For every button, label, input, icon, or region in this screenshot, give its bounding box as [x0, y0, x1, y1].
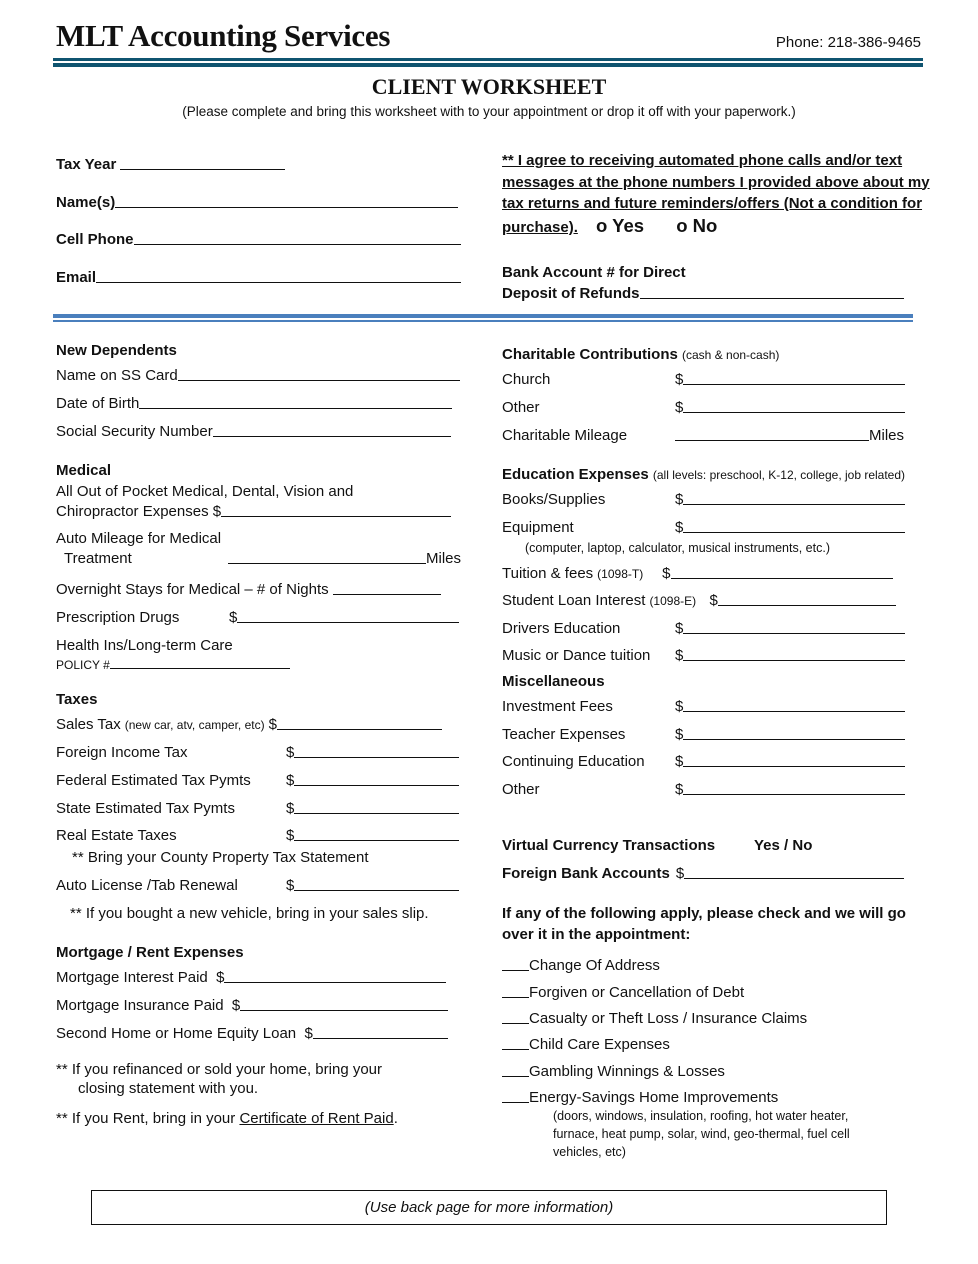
footer-note-box	[91, 1190, 887, 1225]
equipment-dollar: $	[675, 519, 684, 536]
phone-number: Phone: 218-386-9465	[775, 34, 921, 51]
foreign-income-tax-input[interactable]	[294, 756, 459, 758]
mortgage-insurance-field[interactable]	[56, 997, 448, 1014]
sales-tax-label: Sales Tax	[56, 716, 121, 733]
student-loan-note: (1098-E)	[649, 594, 697, 608]
consent-block	[502, 150, 932, 238]
misc-heading: Miscellaneous	[502, 673, 605, 690]
check-blank[interactable]	[502, 1022, 529, 1024]
auto-license-input[interactable]	[294, 889, 459, 891]
tax-year-input[interactable]	[120, 168, 285, 170]
books-input[interactable]	[683, 503, 905, 505]
tuition-label: Tuition & fees	[502, 565, 594, 582]
virtual-currency-label: Virtual Currency Transactions	[502, 837, 716, 854]
foreign-bank-label: Foreign Bank Accounts	[502, 865, 670, 882]
sales-tax-field[interactable]	[56, 716, 442, 733]
education-heading-text: Education Expenses	[502, 466, 649, 483]
virtual-currency-options[interactable]: Yes / No	[754, 837, 813, 854]
rent-note-suffix: .	[393, 1110, 398, 1127]
county-statement-note: ** Bring your County Property Tax Statement	[72, 849, 369, 866]
drivers-education-input[interactable]	[683, 632, 905, 634]
checklist-item[interactable]	[502, 984, 744, 1001]
sales-tax-note: (new car, atv, camper, etc)	[124, 718, 265, 732]
certificate-of-rent-paid: Certificate of Rent Paid	[239, 1110, 394, 1127]
dependent-ssn-label: Social Security Number	[56, 423, 213, 440]
bank-account-field[interactable]	[502, 285, 904, 302]
rent-note	[56, 1110, 398, 1127]
continuing-education-input[interactable]	[683, 765, 905, 767]
prescription-label: Prescription Drugs	[56, 609, 180, 626]
policy-label: POLICY #	[56, 658, 110, 672]
footer-note: (Use back page for more information)	[364, 1199, 614, 1216]
checklist-item-label: Change Of Address	[529, 957, 660, 974]
medical-mileage-field[interactable]	[64, 550, 461, 567]
misc-other-field[interactable]	[502, 781, 905, 798]
mortgage-interest-label: Mortgage Interest Paid $	[56, 969, 225, 986]
checklist-item-label: Casualty or Theft Loss / Insurance Claims	[529, 1010, 808, 1027]
bank-account-input[interactable]	[640, 297, 904, 299]
home-equity-input[interactable]	[313, 1037, 448, 1039]
medical-oop-field[interactable]	[56, 503, 451, 520]
equipment-field[interactable]	[502, 519, 905, 536]
continuing-education-dollar: $	[675, 753, 684, 770]
consent-no-option[interactable]: o No	[676, 214, 718, 236]
checklist-item[interactable]	[502, 1010, 807, 1027]
medical-mileage-input[interactable]	[228, 562, 426, 564]
music-dance-field[interactable]	[502, 647, 905, 664]
sales-tax-dollar: $	[268, 716, 277, 733]
email-field[interactable]	[56, 269, 461, 286]
dependent-name-field[interactable]	[56, 367, 460, 384]
education-heading	[502, 466, 905, 483]
auto-license-field[interactable]	[56, 877, 459, 894]
header-divider-thick	[53, 63, 923, 67]
state-estimated-label: State Estimated Tax Pymts	[56, 800, 235, 817]
section-divider-thin	[53, 320, 913, 322]
charitable-heading	[502, 346, 779, 363]
auto-license-label: Auto License /Tab Renewal	[56, 877, 238, 894]
music-dance-input[interactable]	[683, 659, 905, 661]
section-divider	[53, 314, 913, 318]
dependent-dob-label: Date of Birth	[56, 395, 140, 412]
names-field[interactable]	[56, 194, 458, 211]
mortgage-insurance-input[interactable]	[240, 1009, 448, 1011]
real-estate-tax-field[interactable]	[56, 827, 459, 844]
charitable-other-dollar: $	[675, 399, 684, 416]
real-estate-tax-input[interactable]	[294, 839, 459, 841]
teacher-expenses-input[interactable]	[683, 738, 905, 740]
drivers-education-label: Drivers Education	[502, 620, 621, 637]
prescription-input[interactable]	[237, 621, 459, 623]
policy-input[interactable]	[110, 667, 290, 669]
checklist-item-label: Gambling Winnings & Losses	[529, 1063, 725, 1080]
medical-oop-input[interactable]	[221, 515, 451, 517]
sales-tax-input[interactable]	[277, 728, 442, 730]
vehicle-note: ** If you bought a new vehicle, bring in your sales slip.	[70, 905, 429, 922]
names-label: Name(s)	[56, 194, 116, 211]
state-estimated-input[interactable]	[294, 812, 459, 814]
tuition-field[interactable]	[502, 565, 893, 582]
teacher-expenses-field[interactable]	[502, 726, 905, 743]
equipment-input[interactable]	[683, 531, 905, 533]
student-loan-input[interactable]	[718, 604, 896, 606]
charitable-mileage-field[interactable]	[502, 427, 904, 444]
tax-year-label: Tax Year	[56, 156, 117, 173]
dependent-ssn-field[interactable]	[56, 423, 451, 440]
drivers-education-field[interactable]	[502, 620, 905, 637]
cell-phone-input[interactable]	[134, 243, 461, 245]
taxes-heading: Taxes	[56, 691, 98, 708]
charitable-miles-unit: Miles	[869, 427, 905, 444]
checklist-item[interactable]	[502, 1063, 725, 1080]
equipment-label: Equipment	[502, 519, 574, 536]
medical-mileage-label-line2: Treatment	[64, 550, 132, 567]
medical-heading: Medical	[56, 462, 112, 479]
policy-field[interactable]	[56, 658, 290, 672]
rent-note-prefix: ** If you Rent, bring in your	[56, 1110, 240, 1127]
dependents-heading: New Dependents	[56, 342, 177, 359]
checklist-item-label: Energy-Savings Home Improvements	[529, 1089, 779, 1106]
student-loan-field[interactable]	[502, 592, 896, 609]
equipment-note: (computer, laptop, calculator, musical instruments, etc.)	[525, 541, 830, 555]
books-field[interactable]	[502, 491, 905, 508]
header-divider	[53, 58, 923, 61]
continuing-education-field[interactable]	[502, 753, 905, 770]
student-loan-dollar: $	[709, 592, 718, 609]
checklist-intro: If any of the following apply, please check and we will go	[502, 905, 906, 922]
health-ins-label: Health Ins/Long-term Care	[56, 637, 233, 654]
checklist-item[interactable]	[502, 957, 660, 974]
charitable-heading-text: Charitable Contributions	[502, 346, 678, 363]
foreign-income-tax-dollar: $	[286, 744, 295, 761]
charitable-other-field[interactable]	[502, 399, 905, 416]
energy-note: (doors, windows, insulation, roofing, hot water heater,	[553, 1109, 849, 1123]
federal-estimated-input[interactable]	[294, 784, 459, 786]
cell-phone-label: Cell Phone	[56, 231, 134, 248]
music-dance-dollar: $	[675, 647, 684, 664]
check-blank[interactable]	[502, 996, 529, 998]
check-blank[interactable]	[502, 969, 529, 971]
music-dance-label: Music or Dance tuition	[502, 647, 651, 664]
tuition-note: (1098-T)	[597, 567, 644, 581]
mortgage-interest-input[interactable]	[224, 981, 446, 983]
state-estimated-dollar: $	[286, 800, 295, 817]
checklist-item[interactable]	[502, 1089, 778, 1106]
dependent-dob-input[interactable]	[139, 407, 452, 409]
overnight-stays-label: Overnight Stays for Medical – # of Nights	[56, 581, 329, 598]
drivers-education-dollar: $	[675, 620, 684, 637]
page-subtitle: (Please complete and bring this worksheet with to your appointment or drop it off with your paperwork.)	[182, 104, 796, 119]
medical-mileage-label: Auto Mileage for Medical	[56, 530, 222, 547]
checklist-item-label: Forgiven or Cancellation of Debt	[529, 984, 745, 1001]
charitable-mileage-input[interactable]	[675, 439, 869, 441]
foreign-bank-dollar: $	[675, 865, 685, 882]
medical-miles-unit: Miles	[426, 550, 462, 567]
misc-other-label: Other	[502, 781, 540, 798]
energy-note-line3: vehicles, etc)	[553, 1145, 626, 1159]
investment-fees-label: Investment Fees	[502, 698, 613, 715]
charitable-other-input[interactable]	[683, 411, 905, 413]
overnight-stays-input[interactable]	[333, 593, 441, 595]
real-estate-tax-label: Real Estate Taxes	[56, 827, 177, 844]
charitable-heading-note: (cash & non-cash)	[682, 348, 780, 362]
church-dollar: $	[675, 371, 684, 388]
federal-estimated-label: Federal Estimated Tax Pymts	[56, 772, 251, 789]
email-label: Email	[56, 269, 97, 286]
mortgage-insurance-label: Mortgage Insurance Paid $	[56, 997, 241, 1014]
investment-fees-field[interactable]	[502, 698, 905, 715]
bank-account-label-line2: Deposit of Refunds	[502, 285, 640, 302]
check-blank[interactable]	[502, 1048, 529, 1050]
dependent-ssn-input[interactable]	[213, 435, 451, 437]
teacher-expenses-label: Teacher Expenses	[502, 726, 626, 743]
education-heading-note: (all levels: preschool, K-12, college, job related)	[652, 468, 906, 482]
charitable-mileage-label: Charitable Mileage	[502, 427, 628, 444]
foreign-income-tax-field[interactable]	[56, 744, 459, 761]
investment-fees-dollar: $	[675, 698, 684, 715]
dependent-name-label: Name on SS Card	[56, 367, 178, 384]
foreign-bank-input[interactable]	[684, 877, 904, 879]
foreign-bank-field[interactable]	[502, 865, 904, 882]
check-blank[interactable]	[502, 1101, 529, 1103]
bank-account-label: Bank Account # for Direct	[502, 264, 686, 281]
investment-fees-input[interactable]	[683, 710, 905, 712]
cell-phone-field[interactable]	[56, 231, 461, 248]
home-equity-field[interactable]	[56, 1025, 448, 1042]
home-equity-label: Second Home or Home Equity Loan $	[56, 1025, 313, 1042]
medical-oop-label: All Out of Pocket Medical, Dental, Vision and	[56, 483, 354, 500]
checklist-item[interactable]	[502, 1036, 670, 1053]
checklist-item-label: Child Care Expenses	[529, 1036, 670, 1053]
foreign-income-tax-label: Foreign Income Tax	[56, 744, 188, 761]
church-label: Church	[502, 371, 551, 388]
charitable-other-label: Other	[502, 399, 540, 416]
books-label: Books/Supplies	[502, 491, 606, 508]
auto-license-dollar: $	[286, 877, 295, 894]
misc-other-dollar: $	[675, 781, 684, 798]
teacher-expenses-dollar: $	[675, 726, 684, 743]
mortgage-interest-field[interactable]	[56, 969, 446, 986]
consent-yes-option[interactable]: o Yes	[596, 214, 645, 236]
email-input[interactable]	[96, 281, 461, 283]
tax-year-field[interactable]	[56, 156, 285, 173]
page-title: CLIENT WORKSHEET	[371, 74, 607, 99]
company-name: MLT Accounting Services	[56, 18, 391, 53]
real-estate-tax-dollar: $	[286, 827, 295, 844]
state-estimated-field[interactable]	[56, 800, 459, 817]
tuition-dollar: $	[662, 565, 671, 582]
student-loan-label: Student Loan Interest	[502, 592, 646, 609]
tuition-input[interactable]	[671, 577, 893, 579]
refinance-note-line2: closing statement with you.	[78, 1080, 259, 1097]
energy-note-line2: furnace, heat pump, solar, wind, geo-thermal, fuel cell	[553, 1127, 850, 1141]
medical-oop-label-line2: Chiropractor Expenses $	[56, 503, 222, 520]
names-input[interactable]	[115, 206, 458, 208]
church-field[interactable]	[502, 371, 905, 388]
federal-estimated-dollar: $	[286, 772, 295, 789]
overnight-stays-field[interactable]	[56, 581, 441, 598]
mortgage-heading: Mortgage / Rent Expenses	[56, 944, 244, 961]
church-input[interactable]	[683, 383, 905, 385]
checklist-intro-line2: over it in the appointment:	[502, 926, 691, 943]
check-blank[interactable]	[502, 1075, 529, 1077]
misc-other-input[interactable]	[683, 793, 905, 795]
dependent-name-input[interactable]	[178, 379, 460, 381]
consent-text: ** I agree to receiving automated phone calls and/or text messages at the phone numbers I provided above about my tax returns and future reminders/offers (Not a condition for purchase).	[502, 152, 930, 236]
continuing-education-label: Continuing Education	[502, 753, 645, 770]
prescription-dollar: $	[229, 609, 238, 626]
prescription-field[interactable]	[56, 609, 459, 626]
federal-estimated-field[interactable]	[56, 772, 459, 789]
books-dollar: $	[675, 491, 684, 508]
dependent-dob-field[interactable]	[56, 395, 452, 412]
refinance-note: ** If you refinanced or sold your home, bring your	[56, 1061, 383, 1078]
